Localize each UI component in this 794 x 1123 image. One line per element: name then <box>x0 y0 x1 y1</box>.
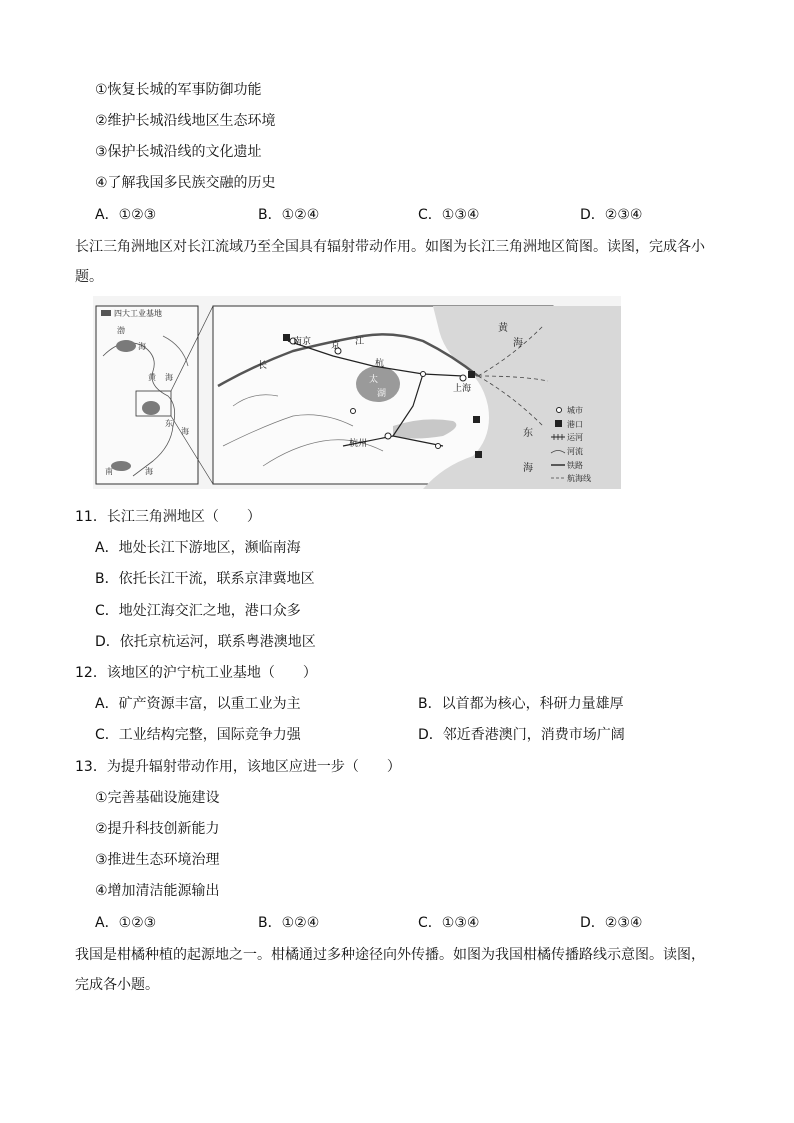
map-label-tai: 太 <box>369 375 379 385</box>
prev-item-2: ②维护长城沿线地区生态环境 <box>95 113 276 129</box>
intro-2-line-1: 我国是柑橘种植的起源地之一。柑橘通过多种途径向外传播。如图为我国柑橘传播路线示意图。读图， <box>75 947 705 963</box>
inset-label-dong: 东 <box>165 419 173 428</box>
prev-option-d[interactable]: D．②③④ <box>580 207 643 223</box>
q13-stem: 13．为提升辐射带动作用，该地区应进一步（ ） <box>75 759 401 775</box>
inset-label-nan: 南 <box>105 467 113 476</box>
inset-label-hai-3: 海 <box>181 427 189 436</box>
q13-item-2: ②提升科技创新能力 <box>95 821 220 837</box>
prev-item-4: ④了解我国多民族交融的历史 <box>95 175 276 191</box>
q12-option-d[interactable]: D．邻近香港澳门，消费市场广阔 <box>418 727 625 743</box>
inset-label-hai-1: 海 <box>138 342 146 351</box>
yangtze-delta-map <box>93 296 621 489</box>
q13-option-d[interactable]: D．②③④ <box>580 915 643 931</box>
map-label-hang: 杭 <box>375 359 385 369</box>
legend-city: 城市 <box>567 406 583 415</box>
legend-railway: 铁路 <box>567 461 583 470</box>
q12-option-c[interactable]: C．工业结构完整，国际竞争力强 <box>95 727 301 743</box>
map-label-dong: 东 <box>523 428 533 439</box>
map-label-hai-2: 海 <box>523 463 533 474</box>
inset-label-huang: 黄 <box>148 373 156 382</box>
legend-canal: 运河 <box>567 433 583 442</box>
q12-option-a[interactable]: A．矿产资源丰富，以重工业为主 <box>95 696 301 712</box>
intro-1-line-1: 长江三角洲地区对长江流域乃至全国具有辐射带动作用。如图为长江三角洲地区简图。读图，完成各小 <box>75 239 705 255</box>
prev-option-b[interactable]: B．①②④ <box>258 207 320 223</box>
map-label-hu: 湖 <box>377 389 387 399</box>
q13-item-1: ①完善基础设施建设 <box>95 790 220 806</box>
prev-option-c[interactable]: C．①③④ <box>418 207 480 223</box>
q11-option-a[interactable]: A．地处长江下游地区，濒临南海 <box>95 540 301 556</box>
map-label-jing: 京 <box>331 341 341 351</box>
map-label-nanjing: 南京 <box>293 337 312 347</box>
intro-1-line-2: 题。 <box>75 269 103 285</box>
q12-stem: 12．该地区的沪宁杭工业基地（ ） <box>75 665 317 681</box>
map-label-huang: 黄 <box>498 323 508 334</box>
map-label-shanghai: 上海 <box>453 384 472 394</box>
q12-option-b[interactable]: B．以首都为核心，科研力量雄厚 <box>418 696 624 712</box>
map-label-chang: 长 <box>258 361 268 371</box>
prev-item-1: ①恢复长城的军事防御功能 <box>95 82 262 98</box>
map-label-jiang: 江 <box>355 337 365 347</box>
intro-2-line-2: 完成各小题。 <box>75 977 159 993</box>
inset-label-hai-2: 海 <box>165 373 173 382</box>
q11-option-b[interactable]: B．依托长江干流，联系京津冀地区 <box>95 571 315 587</box>
q11-stem: 11．长江三角洲地区（ ） <box>75 509 261 525</box>
inset-label-bo: 渤 <box>117 326 125 335</box>
legend-port: 港口 <box>567 420 583 429</box>
q11-option-c[interactable]: C．地处江海交汇之地，港口众多 <box>95 603 301 619</box>
prev-item-3: ③保护长城沿线的文化遗址 <box>95 144 262 160</box>
inset-title: 四大工业基地 <box>114 309 162 318</box>
map-label-hai-1: 海 <box>513 338 523 349</box>
q13-option-b[interactable]: B．①②④ <box>258 915 320 931</box>
q13-option-c[interactable]: C．①③④ <box>418 915 480 931</box>
q13-item-4: ④增加清洁能源输出 <box>95 883 220 899</box>
q11-option-d[interactable]: D．依托京杭运河，联系粤港澳地区 <box>95 634 316 650</box>
legend-river: 河流 <box>567 447 583 456</box>
inset-label-hai-4: 海 <box>145 467 153 476</box>
q13-item-3: ③推进生态环境治理 <box>95 852 220 868</box>
map-label-hangzhou: 杭州 <box>349 439 368 449</box>
q13-option-a[interactable]: A．①②③ <box>95 915 157 931</box>
prev-option-a[interactable]: A．①②③ <box>95 207 157 223</box>
legend-shipping: 航海线 <box>567 474 591 483</box>
